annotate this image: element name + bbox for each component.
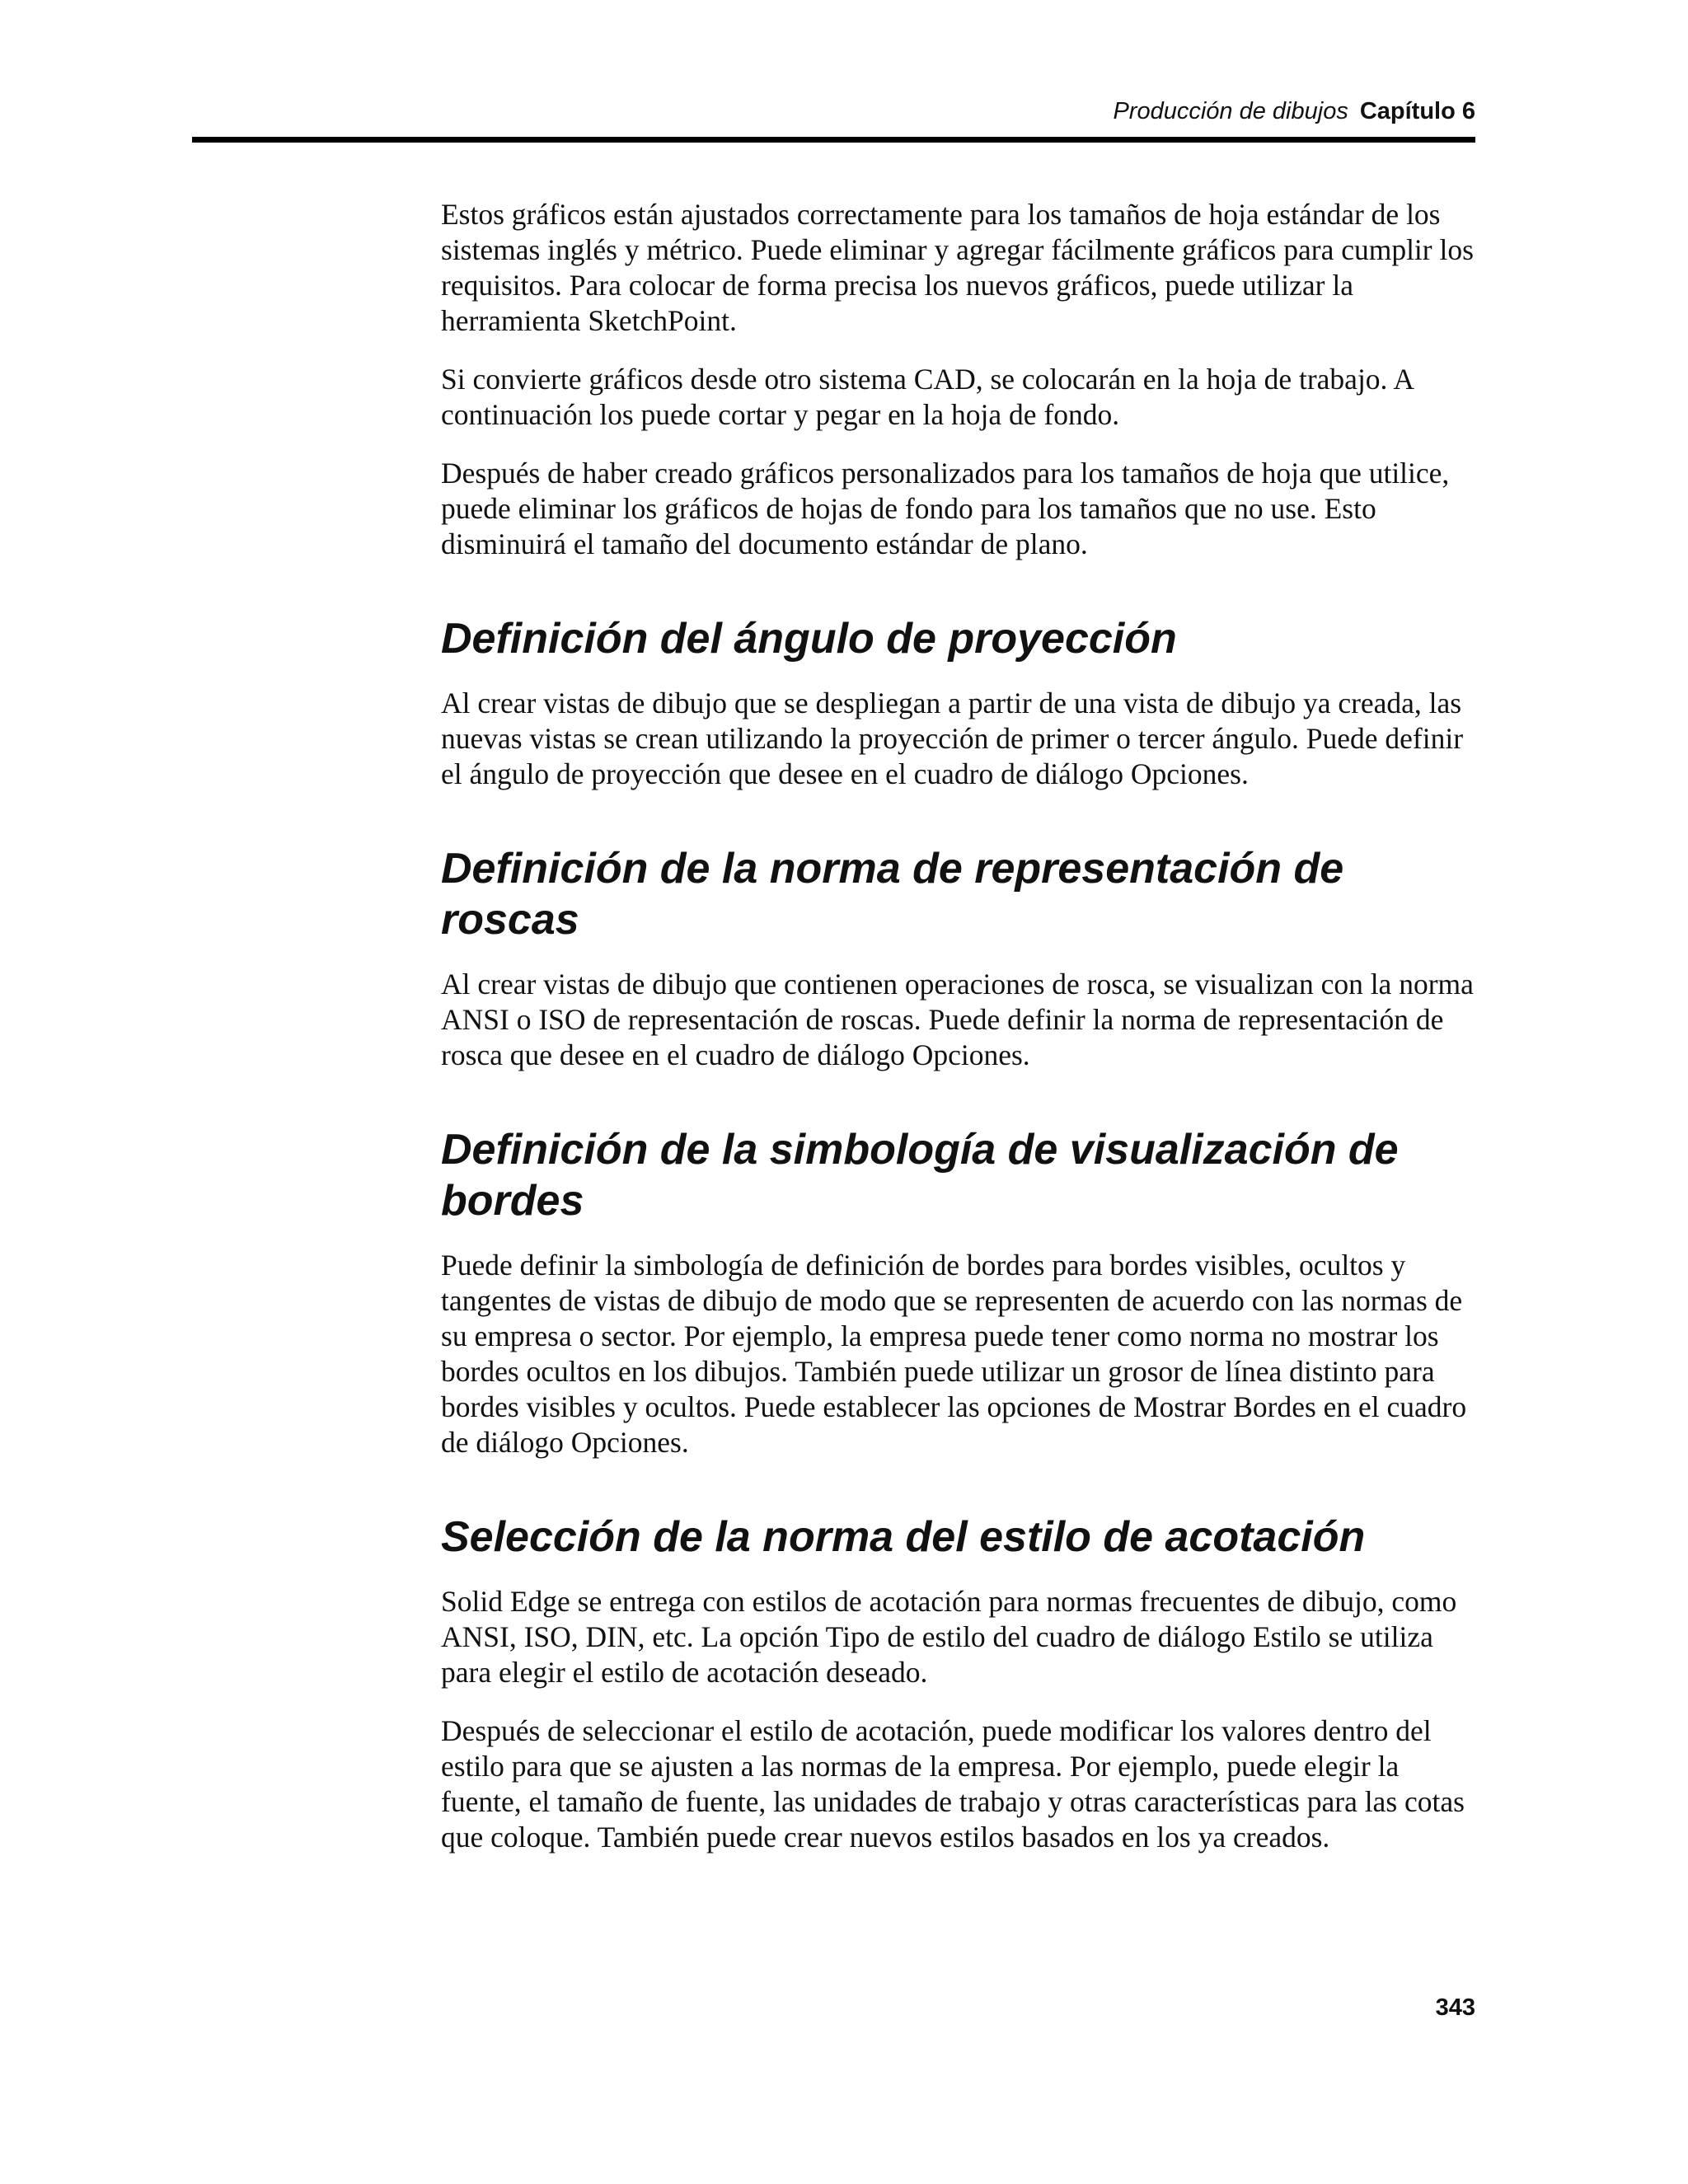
- paragraph: Solid Edge se entrega con estilos de acotación para normas frecuentes de dibujo, como ANSI, ISO, DIN, etc. La opción Tipo de estilo del cuadro de diálogo Estilo se utiliza para elegir el estilo de acotación deseado.: [441, 1585, 1457, 1689]
- header-rule: [192, 137, 1475, 143]
- paragraph: Al crear vistas de dibujo que se despliegan a partir de una vista de dibujo ya creada, las nuevas vistas se crean utilizando la proyección de primer o tercer ángulo. Puede definir el ángulo de proyección que desee en el cuadro de diálogo Opciones.: [441, 687, 1464, 790]
- header-chapter-label: Capítulo 6: [1359, 98, 1475, 124]
- running-header: [1113, 96, 1475, 126]
- paragraph: Después de seleccionar el estilo de acotación, puede modificar los valores dentro del estilo para que se ajusten a las normas de la empresa. Por ejemplo, puede elegir la fuente, el tamaño de fuente, las unidades de trabajo y otras características para las cotas que coloque. También puede crear nuevos estilos basados en los ya creados.: [441, 1714, 1465, 1854]
- paragraph: Estos gráficos están ajustados correctamente para los tamaños de hoja estándar de los sistemas inglés y métrico. Puede eliminar y agregar fácilmente gráficos para cumplir los requisitos. Para colocar de forma precisa los nuevos gráficos, puede utilizar la herramienta SketchPoint.: [441, 198, 1474, 337]
- paragraph: Si convierte gráficos desde otro sistema CAD, se colocarán en la hoja de trabajo. A continuación los puede cortar y pegar en la hoja de fondo.: [441, 363, 1414, 431]
- page-body: [441, 197, 1479, 1878]
- paragraph: Puede definir la simbología de definición de bordes para bordes visibles, ocultos y tangentes de vistas de dibujo de modo que se representen de acuerdo con las normas de su empresa o sector. Por ejemplo, la empresa puede tener como norma no mostrar los bordes ocultos en los dibujos. También puede utilizar un grosor de línea distinto para bordes visibles y ocultos. Puede establecer las opciones de Mostrar Bordes en el cuadro de diálogo Opciones.: [441, 1249, 1467, 1459]
- paragraph: Al crear vistas de dibujo que contienen operaciones de rosca, se visualizan con la norma ANSI o ISO de representación de roscas. Puede definir la norma de representación de rosca que desee en el cuadro de diálogo Opciones.: [441, 968, 1474, 1071]
- header-section-title: Producción de dibujos: [1113, 98, 1348, 124]
- section-heading: Selección de la norma del estilo de acotación: [441, 1513, 1366, 1561]
- section-heading: Definición de la norma de representación de roscas: [441, 845, 1344, 944]
- section-heading: Definición del ángulo de proyección: [441, 615, 1177, 663]
- page-number: 343: [1435, 1994, 1475, 2021]
- paragraph: Después de haber creado gráficos personalizados para los tamaños de hoja que utilice, puede eliminar los gráficos de hojas de fondo para los tamaños que no use. Esto disminuirá el tamaño del documento estándar de plano.: [441, 457, 1450, 560]
- section-heading: Definición de la simbología de visualización de bordes: [441, 1126, 1399, 1225]
